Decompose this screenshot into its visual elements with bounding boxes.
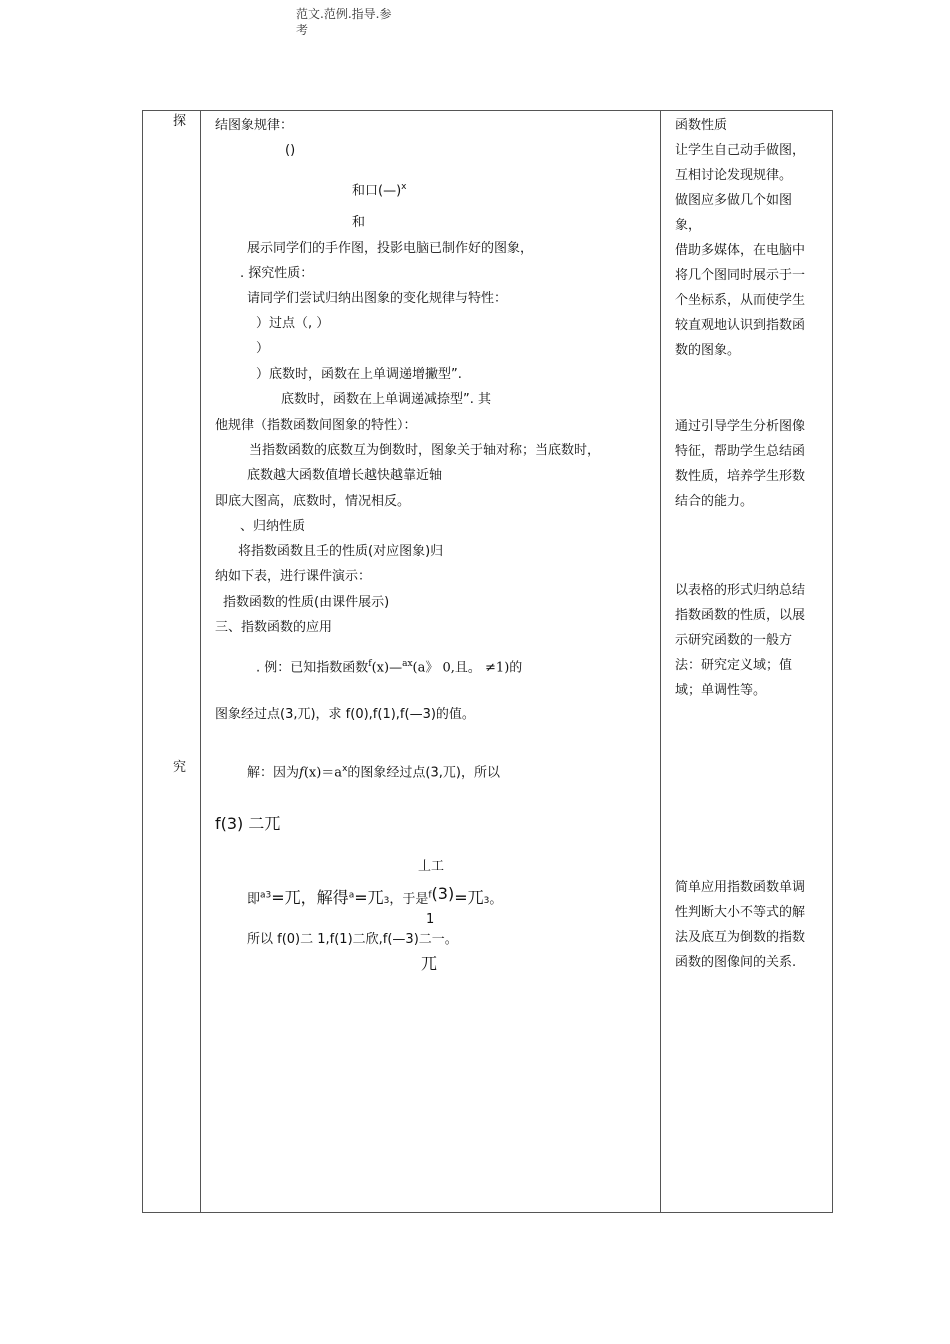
- main-line-8: ）过点（, ）: [256, 316, 330, 331]
- note-line: 数性质，培养学生形数: [675, 469, 806, 484]
- main-line-10: ）底数时，函数在上单调递增撇型”.: [256, 367, 462, 382]
- solution-fx: (x)＝a: [303, 765, 343, 781]
- note-line: 较直观地认识到指数函: [675, 318, 806, 333]
- equation-sub-1: 3: [383, 896, 390, 906]
- note-line: 域；单调性等。: [675, 683, 767, 698]
- note-line: 让学生自己动手做图，: [675, 143, 806, 158]
- main-line-17: 将指数函数且壬的性质(对应图象)归: [238, 544, 444, 559]
- note-line: 象，: [675, 218, 702, 233]
- solution-text: 解：因为: [247, 765, 300, 781]
- final-line: 所以 f(0)二 1,f(1)二欣,f(—3)二一。: [247, 932, 458, 947]
- main-line-19: 指数函数的性质(由课件展示): [223, 595, 390, 610]
- note-line: 做图应多做几个如图: [675, 193, 793, 208]
- equation-sub-2: 3: [483, 896, 490, 906]
- main-line-15: 即底大图高，底数时，情况相反。: [215, 494, 411, 509]
- note-block-3: [675, 578, 827, 703]
- note-block-4: [675, 875, 827, 975]
- equation-part-5: =兀: [454, 888, 484, 907]
- note-line: 性判断大小不等式的解: [675, 905, 806, 920]
- example-line-1: [256, 655, 522, 677]
- column-divider-left: [200, 111, 201, 1212]
- column-divider-right: [660, 111, 661, 1212]
- equation-part-4: ，于是: [389, 892, 429, 907]
- note-line: 个坐标系，从而使学生: [675, 293, 806, 308]
- note-line: 特征，帮助学生总结函: [675, 444, 806, 459]
- fraction-mark: 丄工: [418, 859, 445, 874]
- solution-x: x: [342, 764, 348, 774]
- equation-line: [247, 885, 502, 910]
- example-f: f: [368, 659, 372, 669]
- main-line-6: . 探究性质：: [240, 266, 314, 281]
- equation-part-2: =兀，解得: [271, 888, 349, 907]
- equation-part-3: =兀: [354, 888, 384, 907]
- equation-sup-a3: a3: [260, 890, 272, 901]
- note-line: 示研究函数的一般方: [675, 633, 793, 648]
- solution-f: f: [299, 765, 304, 781]
- main-line-16: 、归纳性质: [240, 519, 306, 534]
- main-line-14: 底数越大函数值增长越快越靠近轴: [247, 468, 443, 483]
- main-line-3: [352, 178, 406, 200]
- example-text: . 例：已知指数函数: [256, 660, 369, 676]
- fraction-pi: 兀: [421, 954, 438, 973]
- main-line-7: 请同学们尝试归纳出图象的变化规律与特性：: [247, 291, 508, 306]
- note-line: 函数的图像间的关系.: [675, 955, 797, 970]
- equation-end: 。: [489, 892, 503, 907]
- main-line-9: ）: [256, 341, 270, 356]
- page-header: [296, 6, 396, 38]
- equation-sup-f: f: [428, 890, 432, 901]
- note-block-1: [675, 113, 827, 363]
- note-line: 互相讨论发现规律。: [675, 168, 793, 183]
- example-condition: (a》 0,且。 ≠1)的: [412, 660, 523, 676]
- solution-rest: 的图象经过点(3,兀)，所以: [347, 765, 500, 781]
- note-line: 法：研究定义域；值: [675, 658, 793, 673]
- note-line: 数的图象。: [675, 343, 741, 358]
- equation-part-1: 即: [247, 892, 261, 907]
- main-line-2: (): [285, 143, 296, 158]
- note-block-2: [675, 414, 827, 514]
- main-line-20: 三、指数函数的应用: [215, 620, 333, 635]
- example-ax: ax: [402, 659, 413, 669]
- main-line-1: 结图象规律：: [215, 118, 294, 133]
- example-fx: (x)—: [371, 660, 403, 676]
- note-line: 通过引导学生分析图像: [675, 419, 806, 434]
- formula-superscript: x: [401, 182, 407, 192]
- fraction-one: 1: [426, 912, 435, 927]
- main-line-4: 和: [352, 215, 366, 230]
- note-line: 函数性质: [675, 118, 728, 133]
- stage-char-bottom: 究: [173, 760, 187, 775]
- header-line-2: 考: [296, 23, 309, 37]
- stage-char-top: 探: [173, 114, 187, 129]
- example-line-2: 图象经过点(3,兀)，求 f(0),f(1),f(—3)的值。: [215, 707, 475, 722]
- solution-line-1: [247, 760, 500, 782]
- note-line: 简单应用指数函数单调: [675, 880, 806, 895]
- equation-f3: (3): [431, 884, 455, 903]
- note-line: 法及底互为倒数的指数: [675, 930, 806, 945]
- main-line-5: 展示同学们的手作图，投影电脑已制作好的图象，: [247, 241, 534, 256]
- equation-sup-a: a: [348, 890, 355, 901]
- note-line: 以表格的形式归纳总结: [675, 583, 806, 598]
- note-line: 结合的能力。: [675, 494, 754, 509]
- header-line-1: 范文.范例.指导.参: [296, 7, 392, 21]
- formula-text: 和口(—): [352, 183, 402, 199]
- f3-line: f(3) 二兀: [215, 814, 281, 833]
- main-line-18: 纳如下表，进行课件演示：: [215, 569, 372, 584]
- main-line-13: 当指数函数的底数互为倒数时，图象关于轴对称；当底数时，: [249, 443, 601, 458]
- note-line: 指数函数的性质，以展: [675, 608, 806, 623]
- note-line: 借助多媒体，在电脑中: [675, 243, 806, 258]
- note-line: 将几个图同时展示于一: [675, 268, 806, 283]
- main-line-11: 底数时，函数在上单调递减捺型”. 其: [281, 392, 491, 407]
- main-line-12: 他规律（指数函数间图象的特性）：: [215, 418, 417, 433]
